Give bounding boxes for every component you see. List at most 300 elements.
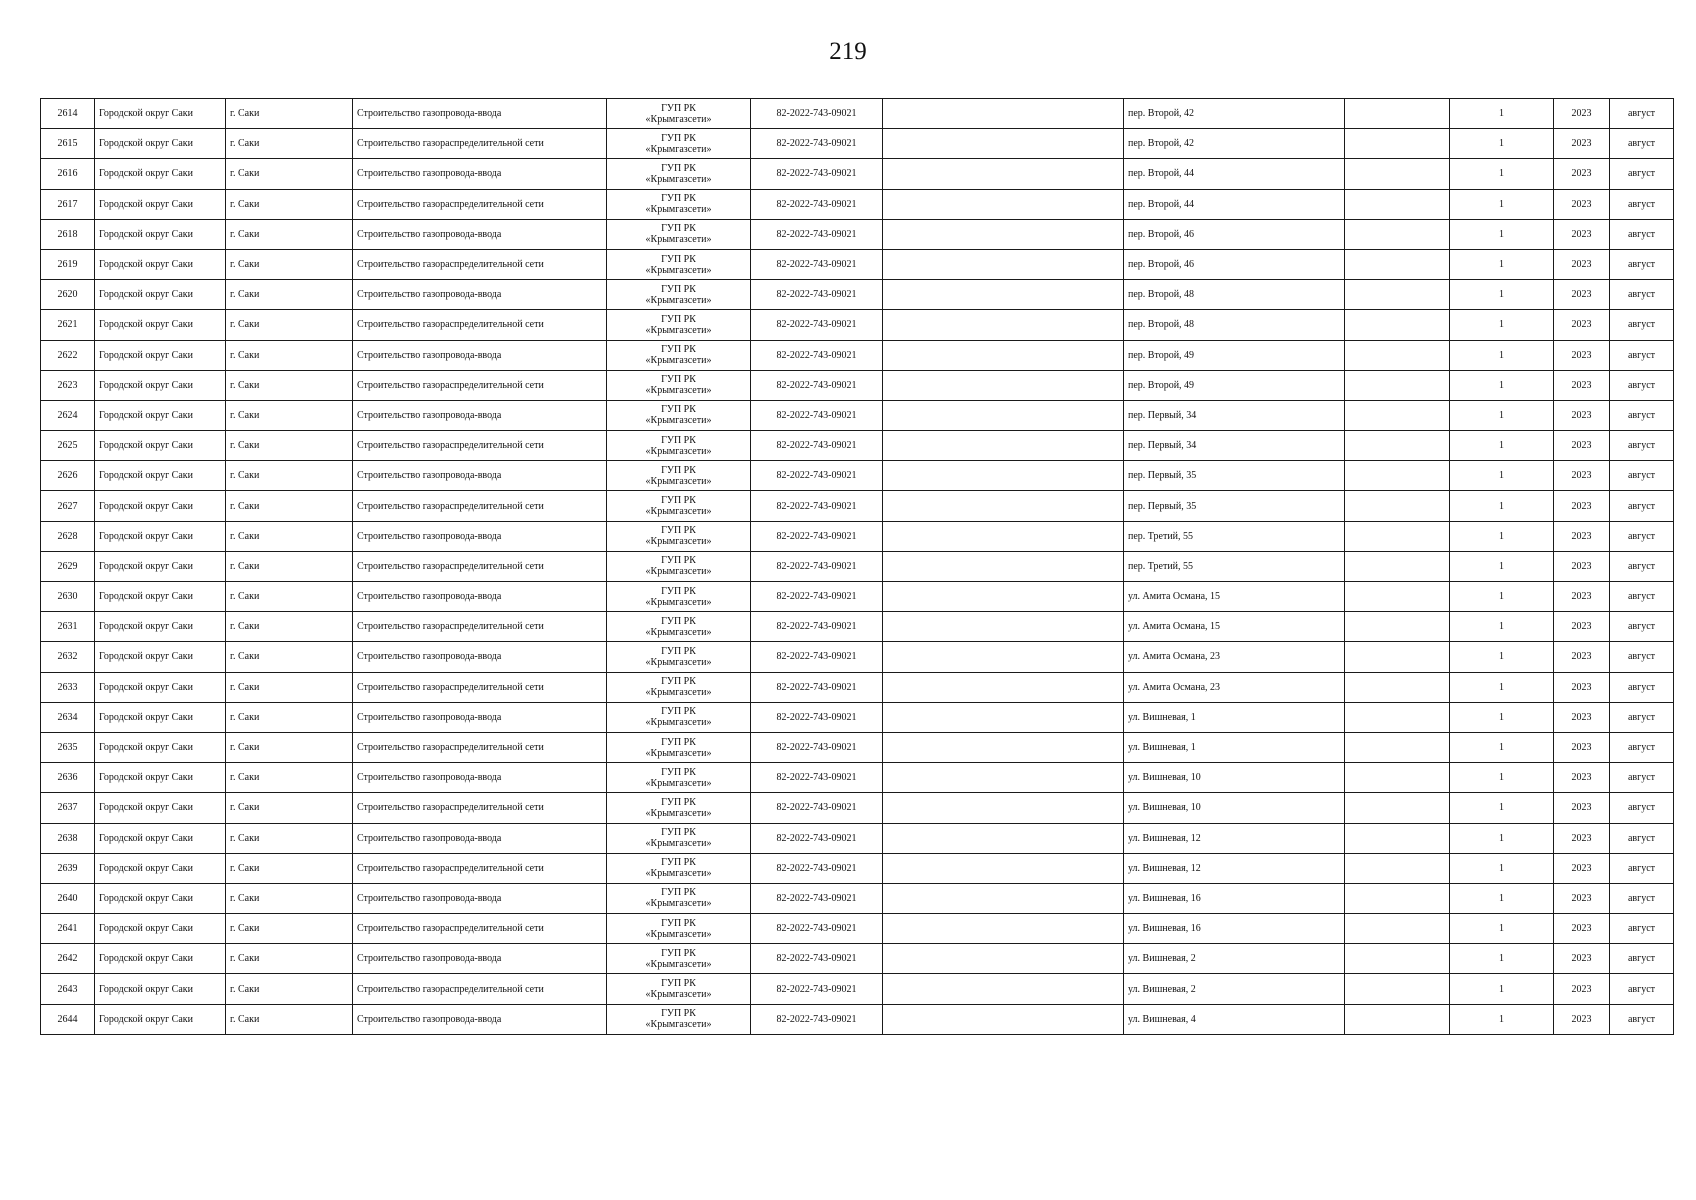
empty-cell: [883, 944, 1124, 974]
year-cell: 2023: [1554, 582, 1610, 612]
work-type-cell: Строительство газопровода-ввода: [353, 763, 607, 793]
empty-cell: [883, 853, 1124, 883]
work-type-cell: Строительство газопровода-ввода: [353, 219, 607, 249]
city-cell: г. Саки: [226, 793, 353, 823]
project-code-cell: 82-2022-743-09021: [751, 129, 883, 159]
organization-line-2: «Крымгазсети»: [645, 958, 712, 970]
count-cell: 1: [1450, 763, 1554, 793]
empty-cell: [1345, 883, 1450, 913]
year-cell: 2023: [1554, 914, 1610, 944]
year-cell: 2023: [1554, 883, 1610, 913]
project-code-cell: 82-2022-743-09021: [751, 340, 883, 370]
district-cell: Городской округ Саки: [95, 521, 226, 551]
address-cell: ул. Вишневая, 16: [1124, 883, 1345, 913]
work-type-cell: Строительство газораспределительной сети: [353, 431, 607, 461]
row-number: 2637: [41, 793, 95, 823]
register-table: [40, 98, 1674, 1035]
table-row: [41, 702, 1674, 732]
organization-line-1: ГУП РК: [661, 223, 696, 235]
organization-line-1: ГУП РК: [661, 736, 696, 748]
organization-line-1: ГУП РК: [661, 525, 696, 537]
empty-cell: [883, 219, 1124, 249]
project-code-cell: 82-2022-743-09021: [751, 159, 883, 189]
month-cell: август: [1610, 521, 1674, 551]
month-cell: август: [1610, 491, 1674, 521]
table-row: [41, 219, 1674, 249]
organization-cell: [607, 732, 751, 762]
empty-cell: [1345, 431, 1450, 461]
project-code-cell: 82-2022-743-09021: [751, 370, 883, 400]
district-cell: Городской округ Саки: [95, 551, 226, 581]
organization-line-1: ГУП РК: [661, 102, 696, 114]
organization-line-2: «Крымгазсети»: [645, 566, 712, 578]
work-type-cell: Строительство газораспределительной сети: [353, 129, 607, 159]
city-cell: г. Саки: [226, 159, 353, 189]
empty-cell: [1345, 793, 1450, 823]
organization-line-2: «Крымгазсети»: [645, 536, 712, 548]
month-cell: август: [1610, 944, 1674, 974]
count-cell: 1: [1450, 159, 1554, 189]
year-cell: 2023: [1554, 551, 1610, 581]
year-cell: 2023: [1554, 793, 1610, 823]
work-type-cell: Строительство газопровода-ввода: [353, 823, 607, 853]
count-cell: 1: [1450, 219, 1554, 249]
row-number: 2636: [41, 763, 95, 793]
empty-cell: [883, 763, 1124, 793]
month-cell: август: [1610, 642, 1674, 672]
address-cell: пер. Второй, 49: [1124, 370, 1345, 400]
organization-line-1: ГУП РК: [661, 1008, 696, 1020]
month-cell: август: [1610, 189, 1674, 219]
district-cell: Городской округ Саки: [95, 219, 226, 249]
month-cell: август: [1610, 219, 1674, 249]
table-row: [41, 944, 1674, 974]
district-cell: Городской округ Саки: [95, 1004, 226, 1034]
empty-cell: [1345, 400, 1450, 430]
organization-cell: [607, 823, 751, 853]
city-cell: г. Саки: [226, 823, 353, 853]
year-cell: 2023: [1554, 612, 1610, 642]
work-type-cell: Строительство газораспределительной сети: [353, 310, 607, 340]
count-cell: 1: [1450, 99, 1554, 129]
row-number: 2616: [41, 159, 95, 189]
district-cell: Городской округ Саки: [95, 944, 226, 974]
year-cell: 2023: [1554, 340, 1610, 370]
address-cell: ул. Вишневая, 10: [1124, 763, 1345, 793]
city-cell: г. Саки: [226, 370, 353, 400]
address-cell: ул. Амита Османа, 23: [1124, 642, 1345, 672]
month-cell: август: [1610, 249, 1674, 279]
organization-cell: [607, 370, 751, 400]
month-cell: август: [1610, 612, 1674, 642]
empty-cell: [1345, 340, 1450, 370]
district-cell: Городской округ Саки: [95, 370, 226, 400]
address-cell: ул. Амита Османа, 15: [1124, 612, 1345, 642]
organization-line-2: «Крымгазсети»: [645, 1019, 712, 1031]
month-cell: август: [1610, 340, 1674, 370]
organization-cell: [607, 431, 751, 461]
organization-line-2: «Крымгазсети»: [645, 445, 712, 457]
empty-cell: [883, 340, 1124, 370]
row-number: 2614: [41, 99, 95, 129]
address-cell: пер. Второй, 46: [1124, 249, 1345, 279]
organization-line-1: ГУП РК: [661, 676, 696, 688]
organization-line-1: ГУП РК: [661, 193, 696, 205]
organization-line-1: ГУП РК: [661, 645, 696, 657]
project-code-cell: 82-2022-743-09021: [751, 249, 883, 279]
year-cell: 2023: [1554, 99, 1610, 129]
district-cell: Городской округ Саки: [95, 189, 226, 219]
year-cell: 2023: [1554, 249, 1610, 279]
count-cell: 1: [1450, 914, 1554, 944]
city-cell: г. Саки: [226, 642, 353, 672]
year-cell: 2023: [1554, 219, 1610, 249]
project-code-cell: 82-2022-743-09021: [751, 672, 883, 702]
month-cell: август: [1610, 823, 1674, 853]
project-code-cell: 82-2022-743-09021: [751, 551, 883, 581]
project-code-cell: 82-2022-743-09021: [751, 793, 883, 823]
row-number: 2635: [41, 732, 95, 762]
project-code-cell: 82-2022-743-09021: [751, 914, 883, 944]
organization-line-2: «Крымгазсети»: [645, 838, 712, 850]
month-cell: август: [1610, 974, 1674, 1004]
project-code-cell: 82-2022-743-09021: [751, 582, 883, 612]
organization-line-2: «Крымгазсети»: [645, 324, 712, 336]
work-type-cell: Строительство газопровода-ввода: [353, 944, 607, 974]
organization-line-2: «Крымгазсети»: [645, 747, 712, 759]
year-cell: 2023: [1554, 763, 1610, 793]
organization-line-1: ГУП РК: [661, 374, 696, 386]
table-row: [41, 159, 1674, 189]
empty-cell: [883, 99, 1124, 129]
month-cell: август: [1610, 159, 1674, 189]
work-type-cell: Строительство газопровода-ввода: [353, 702, 607, 732]
city-cell: г. Саки: [226, 129, 353, 159]
project-code-cell: 82-2022-743-09021: [751, 944, 883, 974]
work-type-cell: Строительство газораспределительной сети: [353, 914, 607, 944]
project-code-cell: 82-2022-743-09021: [751, 974, 883, 1004]
organization-line-2: «Крымгазсети»: [645, 173, 712, 185]
work-type-cell: Строительство газораспределительной сети: [353, 612, 607, 642]
row-number: 2620: [41, 280, 95, 310]
empty-cell: [883, 310, 1124, 340]
address-cell: ул. Вишневая, 4: [1124, 1004, 1345, 1034]
month-cell: август: [1610, 1004, 1674, 1034]
organization-line-1: ГУП РК: [661, 978, 696, 990]
project-code-cell: 82-2022-743-09021: [751, 763, 883, 793]
empty-cell: [1345, 189, 1450, 219]
organization-cell: [607, 582, 751, 612]
table-row: [41, 732, 1674, 762]
count-cell: 1: [1450, 612, 1554, 642]
organization-line-1: ГУП РК: [661, 132, 696, 144]
organization-line-1: ГУП РК: [661, 464, 696, 476]
organization-cell: [607, 672, 751, 702]
organization-line-2: «Крымгазсети»: [645, 989, 712, 1001]
count-cell: 1: [1450, 551, 1554, 581]
empty-cell: [883, 974, 1124, 1004]
empty-cell: [883, 612, 1124, 642]
month-cell: август: [1610, 370, 1674, 400]
year-cell: 2023: [1554, 642, 1610, 672]
city-cell: г. Саки: [226, 974, 353, 1004]
project-code-cell: 82-2022-743-09021: [751, 280, 883, 310]
address-cell: ул. Амита Османа, 23: [1124, 672, 1345, 702]
district-cell: Городской округ Саки: [95, 823, 226, 853]
table-row: [41, 1004, 1674, 1034]
month-cell: август: [1610, 793, 1674, 823]
project-code-cell: 82-2022-743-09021: [751, 642, 883, 672]
table-body: [41, 99, 1674, 1035]
organization-line-2: «Крымгазсети»: [645, 626, 712, 638]
district-cell: Городской округ Саки: [95, 400, 226, 430]
work-type-cell: Строительство газораспределительной сети: [353, 491, 607, 521]
address-cell: пер. Второй, 46: [1124, 219, 1345, 249]
organization-line-2: «Крымгазсети»: [645, 687, 712, 699]
empty-cell: [1345, 551, 1450, 581]
organization-line-1: ГУП РК: [661, 615, 696, 627]
table-row: [41, 853, 1674, 883]
month-cell: август: [1610, 732, 1674, 762]
work-type-cell: Строительство газопровода-ввода: [353, 400, 607, 430]
year-cell: 2023: [1554, 823, 1610, 853]
empty-cell: [1345, 974, 1450, 1004]
project-code-cell: 82-2022-743-09021: [751, 883, 883, 913]
empty-cell: [1345, 310, 1450, 340]
month-cell: август: [1610, 99, 1674, 129]
address-cell: ул. Вишневая, 16: [1124, 914, 1345, 944]
organization-line-1: ГУП РК: [661, 887, 696, 899]
work-type-cell: Строительство газораспределительной сети: [353, 672, 607, 702]
organization-line-2: «Крымгазсети»: [645, 204, 712, 216]
organization-line-1: ГУП РК: [661, 706, 696, 718]
empty-cell: [883, 400, 1124, 430]
work-type-cell: Строительство газопровода-ввода: [353, 159, 607, 189]
organization-cell: [607, 99, 751, 129]
work-type-cell: Строительство газопровода-ввода: [353, 883, 607, 913]
table-row: [41, 129, 1674, 159]
district-cell: Городской округ Саки: [95, 280, 226, 310]
organization-line-1: ГУП РК: [661, 434, 696, 446]
district-cell: Городской округ Саки: [95, 914, 226, 944]
work-type-cell: Строительство газопровода-ввода: [353, 521, 607, 551]
organization-line-1: ГУП РК: [661, 827, 696, 839]
count-cell: 1: [1450, 129, 1554, 159]
organization-cell: [607, 612, 751, 642]
year-cell: 2023: [1554, 129, 1610, 159]
organization-line-2: «Крымгазсети»: [645, 506, 712, 518]
project-code-cell: 82-2022-743-09021: [751, 219, 883, 249]
row-number: 2629: [41, 551, 95, 581]
table-row: [41, 99, 1674, 129]
empty-cell: [883, 732, 1124, 762]
address-cell: ул. Вишневая, 1: [1124, 732, 1345, 762]
organization-cell: [607, 642, 751, 672]
city-cell: г. Саки: [226, 219, 353, 249]
row-number: 2631: [41, 612, 95, 642]
table-row: [41, 763, 1674, 793]
count-cell: 1: [1450, 189, 1554, 219]
year-cell: 2023: [1554, 491, 1610, 521]
organization-line-1: ГУП РК: [661, 796, 696, 808]
project-code-cell: 82-2022-743-09021: [751, 612, 883, 642]
empty-cell: [883, 280, 1124, 310]
organization-line-1: ГУП РК: [661, 162, 696, 174]
organization-cell: [607, 551, 751, 581]
address-cell: пер. Второй, 42: [1124, 99, 1345, 129]
address-cell: ул. Вишневая, 1: [1124, 702, 1345, 732]
city-cell: г. Саки: [226, 340, 353, 370]
work-type-cell: Строительство газораспределительной сети: [353, 370, 607, 400]
count-cell: 1: [1450, 944, 1554, 974]
work-type-cell: Строительство газораспределительной сети: [353, 189, 607, 219]
address-cell: ул. Вишневая, 2: [1124, 944, 1345, 974]
month-cell: август: [1610, 763, 1674, 793]
address-cell: пер. Первый, 35: [1124, 491, 1345, 521]
work-type-cell: Строительство газораспределительной сети: [353, 551, 607, 581]
city-cell: г. Саки: [226, 249, 353, 279]
work-type-cell: Строительство газопровода-ввода: [353, 340, 607, 370]
organization-line-2: «Крымгазсети»: [645, 385, 712, 397]
work-type-cell: Строительство газопровода-ввода: [353, 99, 607, 129]
organization-line-2: «Крымгазсети»: [645, 294, 712, 306]
organization-line-2: «Крымгазсети»: [645, 656, 712, 668]
count-cell: 1: [1450, 491, 1554, 521]
count-cell: 1: [1450, 793, 1554, 823]
city-cell: г. Саки: [226, 732, 353, 762]
address-cell: ул. Вишневая, 12: [1124, 823, 1345, 853]
month-cell: август: [1610, 672, 1674, 702]
organization-line-2: «Крымгазсети»: [645, 777, 712, 789]
address-cell: пер. Второй, 48: [1124, 280, 1345, 310]
year-cell: 2023: [1554, 159, 1610, 189]
count-cell: 1: [1450, 431, 1554, 461]
city-cell: г. Саки: [226, 1004, 353, 1034]
row-number: 2640: [41, 883, 95, 913]
table-row: [41, 400, 1674, 430]
city-cell: г. Саки: [226, 99, 353, 129]
count-cell: 1: [1450, 702, 1554, 732]
year-cell: 2023: [1554, 370, 1610, 400]
empty-cell: [883, 129, 1124, 159]
address-cell: пер. Первый, 34: [1124, 400, 1345, 430]
month-cell: август: [1610, 702, 1674, 732]
row-number: 2617: [41, 189, 95, 219]
empty-cell: [883, 642, 1124, 672]
city-cell: г. Саки: [226, 883, 353, 913]
organization-cell: [607, 793, 751, 823]
empty-cell: [1345, 249, 1450, 279]
organization-cell: [607, 159, 751, 189]
organization-line-1: ГУП РК: [661, 313, 696, 325]
table-row: [41, 461, 1674, 491]
empty-cell: [1345, 732, 1450, 762]
organization-cell: [607, 853, 751, 883]
city-cell: г. Саки: [226, 672, 353, 702]
row-number: 2621: [41, 310, 95, 340]
count-cell: 1: [1450, 340, 1554, 370]
row-number: 2641: [41, 914, 95, 944]
row-number: 2627: [41, 491, 95, 521]
empty-cell: [883, 189, 1124, 219]
month-cell: август: [1610, 914, 1674, 944]
count-cell: 1: [1450, 672, 1554, 702]
district-cell: Городской округ Саки: [95, 249, 226, 279]
address-cell: пер. Второй, 48: [1124, 310, 1345, 340]
page-number: 219: [829, 38, 867, 65]
row-number: 2630: [41, 582, 95, 612]
work-type-cell: Строительство газопровода-ввода: [353, 582, 607, 612]
organization-line-2: «Крымгазсети»: [645, 415, 712, 427]
organization-cell: [607, 521, 751, 551]
organization-cell: [607, 883, 751, 913]
year-cell: 2023: [1554, 1004, 1610, 1034]
district-cell: Городской округ Саки: [95, 491, 226, 521]
organization-cell: [607, 461, 751, 491]
organization-line-2: «Крымгазсети»: [645, 475, 712, 487]
organization-line-1: ГУП РК: [661, 585, 696, 597]
city-cell: г. Саки: [226, 853, 353, 883]
row-number: 2644: [41, 1004, 95, 1034]
address-cell: ул. Вишневая, 12: [1124, 853, 1345, 883]
district-cell: Городской округ Саки: [95, 159, 226, 189]
row-number: 2619: [41, 249, 95, 279]
project-code-cell: 82-2022-743-09021: [751, 400, 883, 430]
district-cell: Городской округ Саки: [95, 340, 226, 370]
district-cell: Городской округ Саки: [95, 310, 226, 340]
organization-cell: [607, 310, 751, 340]
project-code-cell: 82-2022-743-09021: [751, 99, 883, 129]
year-cell: 2023: [1554, 672, 1610, 702]
city-cell: г. Саки: [226, 400, 353, 430]
organization-line-1: ГУП РК: [661, 283, 696, 295]
year-cell: 2023: [1554, 189, 1610, 219]
row-number: 2622: [41, 340, 95, 370]
table-row: [41, 642, 1674, 672]
table-row: [41, 310, 1674, 340]
empty-cell: [1345, 99, 1450, 129]
count-cell: 1: [1450, 853, 1554, 883]
organization-cell: [607, 400, 751, 430]
project-code-cell: 82-2022-743-09021: [751, 189, 883, 219]
address-cell: пер. Второй, 49: [1124, 340, 1345, 370]
row-number: 2643: [41, 974, 95, 1004]
month-cell: август: [1610, 431, 1674, 461]
project-code-cell: 82-2022-743-09021: [751, 702, 883, 732]
organization-cell: [607, 280, 751, 310]
organization-line-2: «Крымгазсети»: [645, 717, 712, 729]
organization-line-1: ГУП РК: [661, 495, 696, 507]
district-cell: Городской округ Саки: [95, 793, 226, 823]
project-code-cell: 82-2022-743-09021: [751, 491, 883, 521]
city-cell: г. Саки: [226, 763, 353, 793]
table-row: [41, 914, 1674, 944]
district-cell: Городской округ Саки: [95, 99, 226, 129]
empty-cell: [1345, 702, 1450, 732]
table-row: [41, 280, 1674, 310]
table-row: [41, 249, 1674, 279]
work-type-cell: Строительство газораспределительной сети: [353, 732, 607, 762]
empty-cell: [883, 672, 1124, 702]
organization-line-1: ГУП РК: [661, 344, 696, 356]
month-cell: август: [1610, 853, 1674, 883]
district-cell: Городской округ Саки: [95, 763, 226, 793]
organization-line-2: «Крымгазсети»: [645, 113, 712, 125]
city-cell: г. Саки: [226, 914, 353, 944]
table-row: [41, 431, 1674, 461]
city-cell: г. Саки: [226, 189, 353, 219]
count-cell: 1: [1450, 400, 1554, 430]
